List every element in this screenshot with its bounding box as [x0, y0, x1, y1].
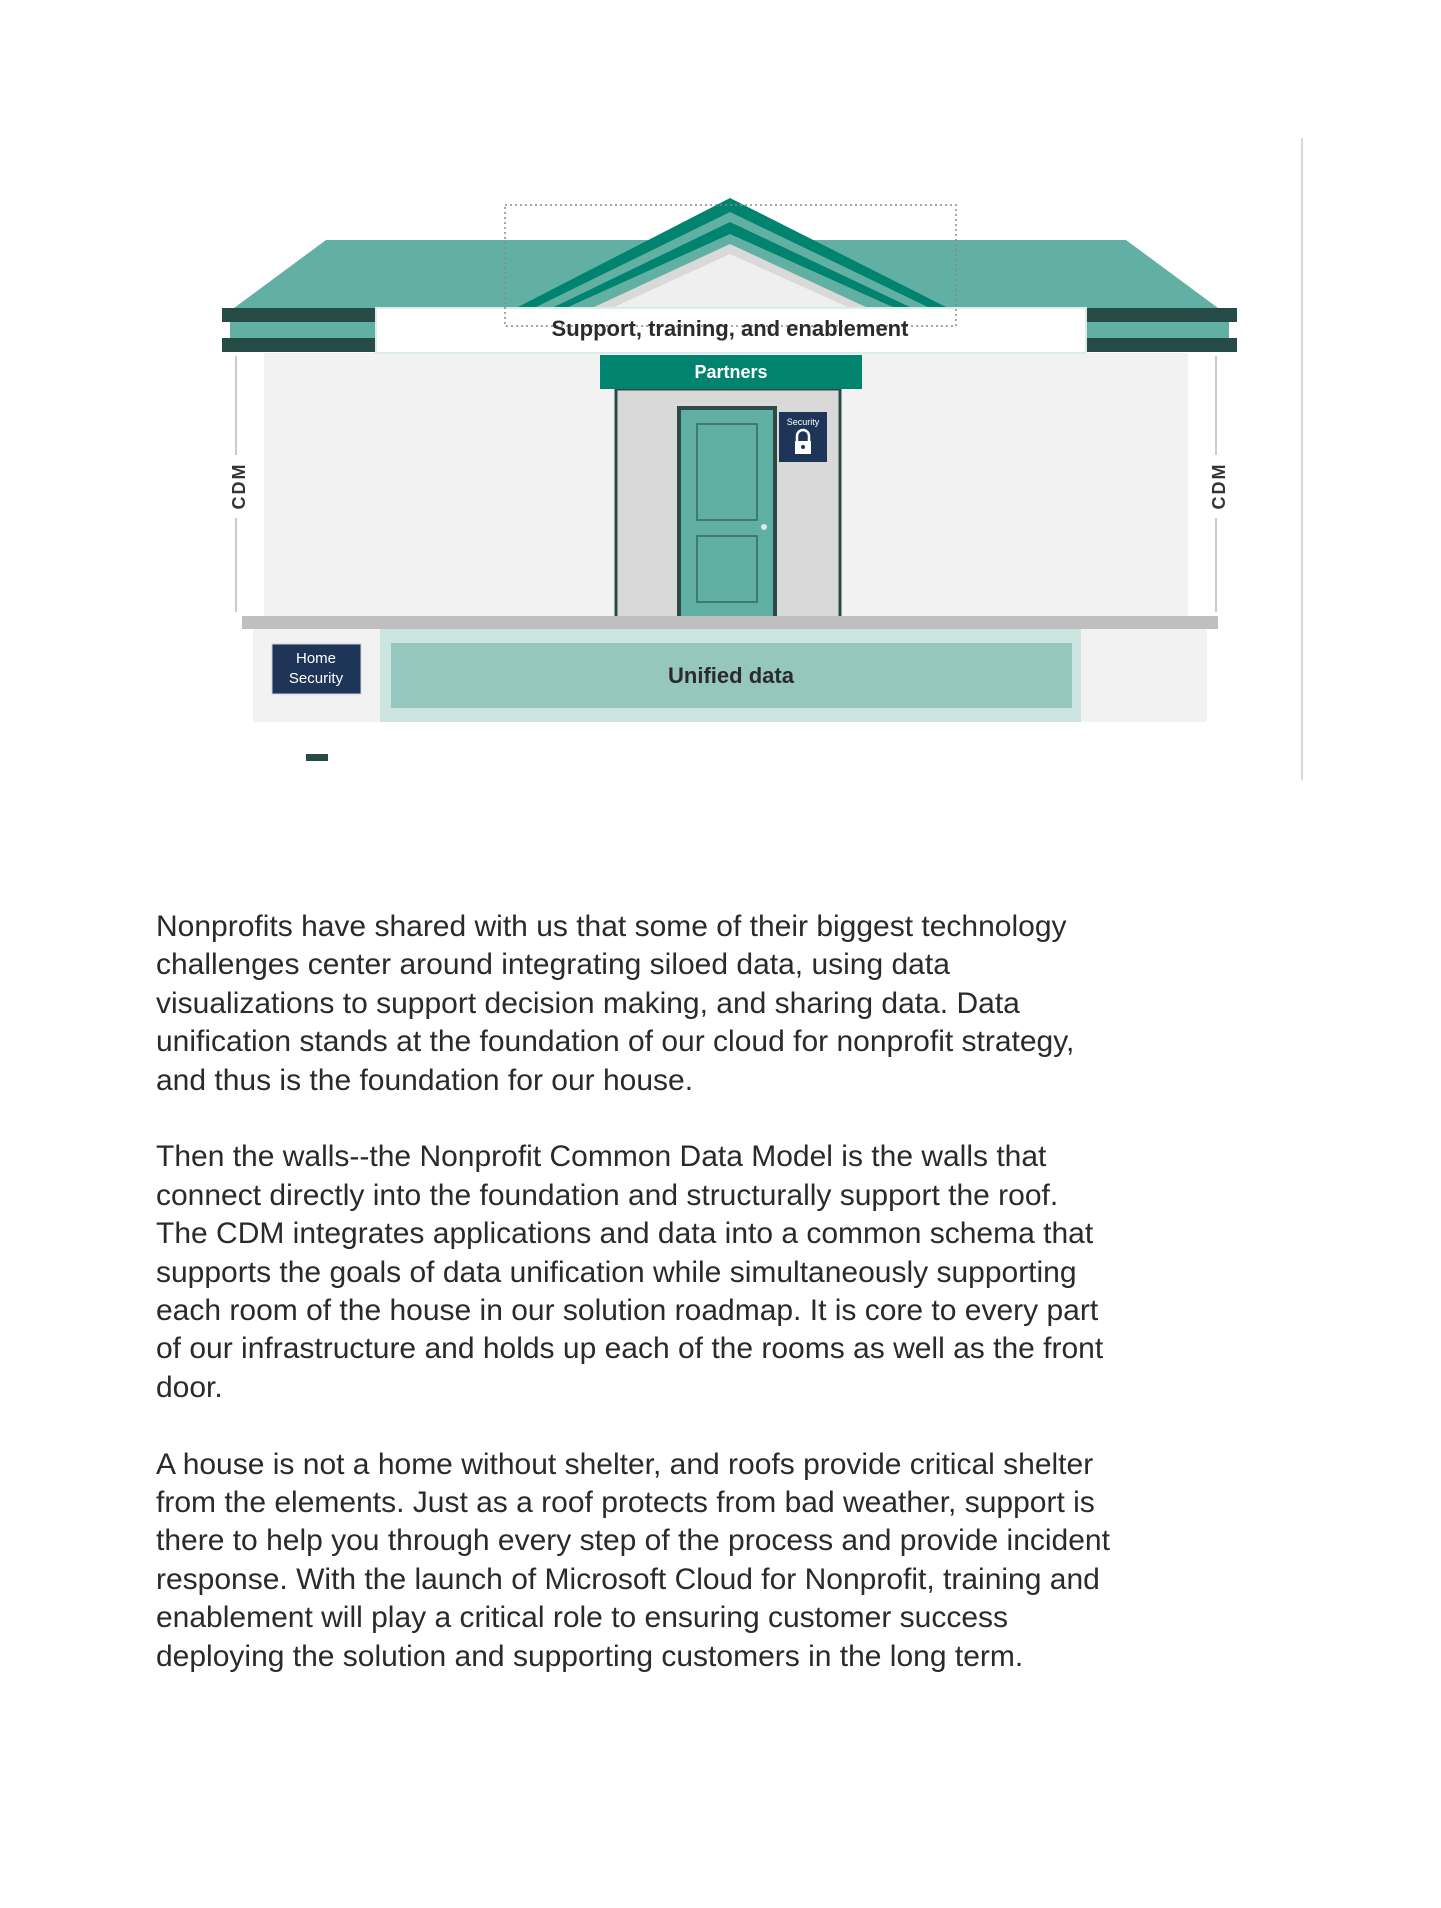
cdm-left: [229, 356, 249, 612]
paragraph-walls: [156, 1138, 1276, 1407]
text-line: enablement will play a critical role to ensuring customer success: [156, 1601, 1009, 1635]
text-line: there to help you through every step of the process and provide incident: [156, 1524, 1110, 1558]
svg-text:Security: Security: [288, 670, 344, 687]
text-line: A house is not a home without shelter, and roofs provide critical shelter: [156, 1447, 1094, 1481]
cdm-right: [1209, 356, 1229, 612]
small-dash: [306, 754, 328, 761]
article-body: [156, 908, 1276, 1714]
text-line: from the elements. Just as a roof protects from bad weather, support is: [156, 1486, 1095, 1520]
svg-text:CDM: CDM: [229, 462, 249, 510]
text-line: The CDM integrates applications and data into a common schema that: [156, 1217, 1094, 1251]
text-line: door.: [156, 1370, 223, 1404]
text-line: Nonprofits have shared with us that some of their biggest technology: [156, 910, 1067, 943]
text-line: visualizations to support decision making, and sharing data. Data: [156, 986, 1020, 1020]
security-badge: [779, 412, 827, 462]
text-line: response. With the launch of Microsoft Cloud for Nonprofit, training and: [156, 1562, 1100, 1596]
text-line: challenges center around integrating siloed data, using data: [156, 948, 950, 982]
foundation-label: Unified data: [668, 663, 794, 688]
paragraph-roof: [156, 1446, 1276, 1676]
svg-text:CDM: CDM: [1209, 462, 1229, 510]
home-security-badge: [272, 644, 361, 694]
text-line: Then the walls--the Nonprofit Common Data Model is the walls that: [156, 1140, 1047, 1174]
text-line: connect directly into the foundation and structurally support the roof.: [156, 1178, 1059, 1212]
house-diagram: [0, 0, 1441, 800]
svg-text:Security: Security: [786, 417, 820, 427]
text-line: supports the goals of data unification while simultaneously supporting: [156, 1255, 1077, 1289]
text-line: and thus is the foundation for our house.: [156, 1063, 694, 1097]
text-line: each room of the house in our solution roadmap. It is core to every part: [156, 1294, 1099, 1328]
vertical-divider: [1301, 138, 1303, 780]
roof-label: Support, training, and enablement: [551, 316, 909, 341]
ground-ledge: [242, 616, 1218, 629]
front-door: [679, 408, 775, 618]
partners-label: Partners: [694, 362, 768, 382]
paragraph-foundation: [156, 908, 1276, 1100]
text-line: deploying the solution and supporting customers in the long term.: [156, 1639, 1024, 1673]
text-line: unification stands at the foundation of our cloud for nonprofit strategy,: [156, 1025, 1075, 1059]
svg-text:Home: Home: [295, 650, 337, 667]
text-line: of our infrastructure and holds up each of the rooms as well as the front: [156, 1332, 1104, 1366]
